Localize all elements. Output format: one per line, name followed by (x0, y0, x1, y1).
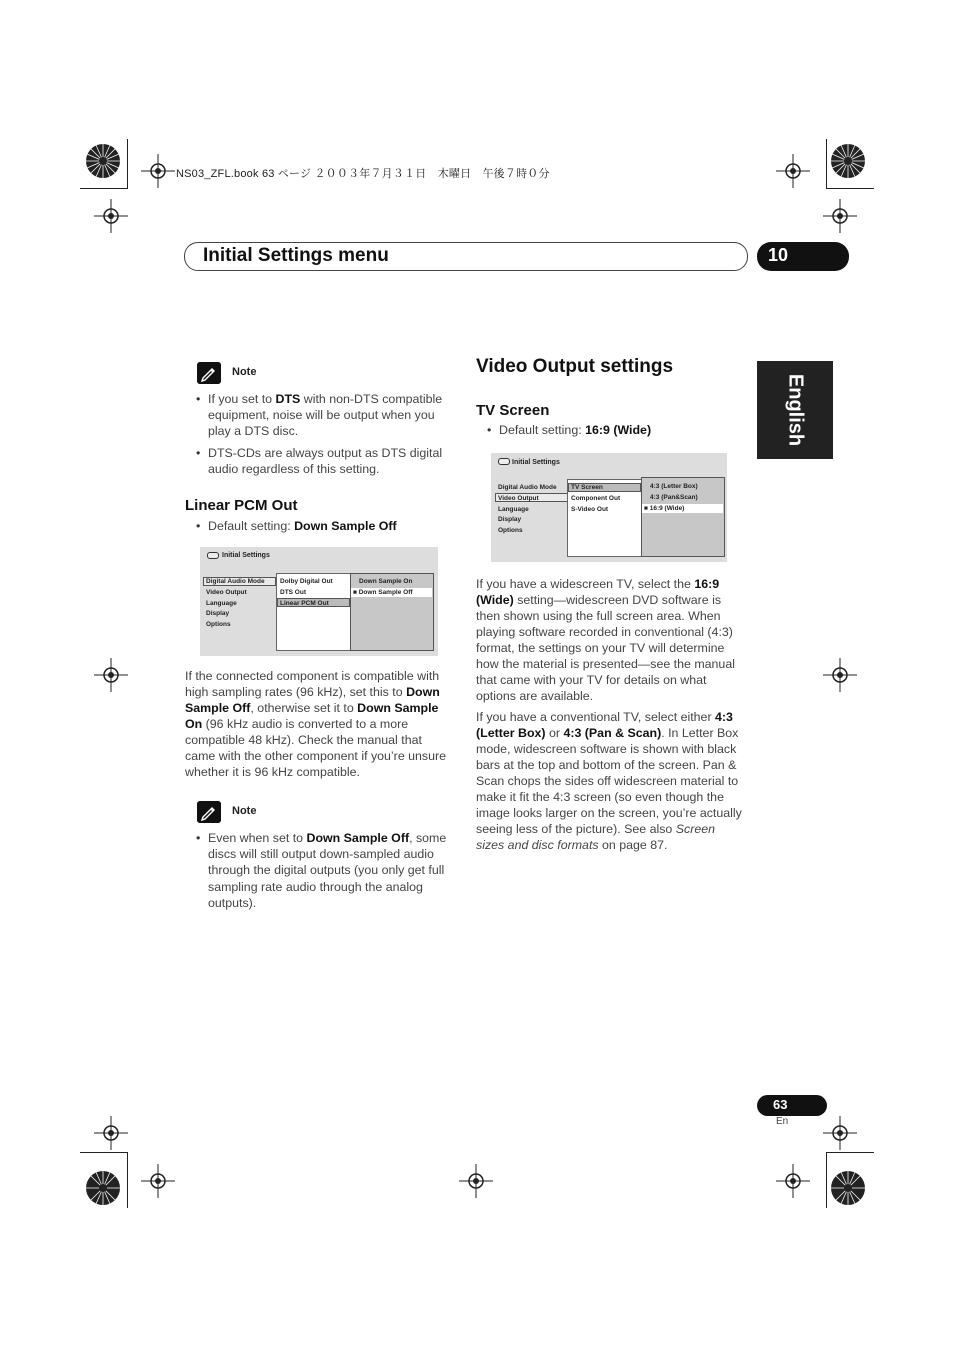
osd-option-item: Down Sample On (359, 578, 413, 585)
registration-mark-icon (141, 1164, 175, 1198)
registration-mark-icon (823, 199, 857, 233)
osd-menu-item: Video Output (206, 589, 247, 596)
osd-menu-item: Display (498, 516, 522, 523)
note-label: Note (232, 366, 257, 378)
osd-submenu-item: TV Screen (571, 484, 603, 491)
registration-mark-icon (823, 658, 857, 692)
list-item: • If you set to DTS with non-DTS compatible equipment, noise will be output when you play a DTS disc. (186, 391, 454, 440)
linear-pcm-description: If the connected component is compatible with high sampling rates (96 kHz), set this to Down Sample Off, otherwise set it to Down Sample On (96 kHz audio is converted to a more compatible 48 kHz). Check the manual that came with the other component if you’re unsure whether it is 96 kHz compatible. (185, 669, 447, 779)
list-item: • DTS-CDs are always output as DTS digital audio regardless of this setting. (186, 445, 454, 477)
osd-screen-linear-pcm (200, 547, 438, 656)
chapter-number: 10 (768, 245, 789, 265)
registration-mark-icon (141, 154, 175, 188)
page-language-code: En (776, 1116, 789, 1127)
registration-mark-icon (823, 1116, 857, 1150)
osd-title: Initial Settings (512, 459, 560, 466)
linear-pcm-heading: Linear PCM Out (185, 497, 298, 514)
conventional-tv-description: If you have a conventional TV, select either 4:3 (Letter Box) or 4:3 (Pan & Scan). In Letter Box mode, widescreen software is shown with black bars at the top and bottom of the screen. Pan & Scan chops the sides off widescreen material to make it fit the 4:3 screen (so even though the image looks larger on the screen, you’re actually seeing less of the picture). See also Screen sizes and disc formats on page 87. (476, 710, 742, 852)
registration-mark-icon (94, 199, 128, 233)
chapter-badge (757, 242, 849, 271)
osd-options (353, 577, 432, 601)
list-item: • Even when set to Down Sample Off, some discs will still output down-sampled audio through the digital outputs (you only get full sampling rate audio through the analog outputs). (186, 830, 454, 911)
tv-screen-heading: TV Screen (476, 402, 550, 419)
osd-submenu-item: DTS Out (280, 589, 306, 596)
file-header: NS03_ZFL.book 63 ページ ２００３年７月３１日 木曜日 午後７時０分 (176, 168, 550, 180)
note-pencil-icon (197, 362, 221, 384)
list-item: • Default setting: Down Sample Off (186, 518, 454, 534)
section-title: Initial Settings menu (203, 245, 389, 266)
hand-icon (207, 552, 219, 559)
note-pencil-icon (197, 801, 221, 823)
osd-title: Initial Settings (222, 552, 270, 559)
note-list (186, 830, 454, 916)
osd-submenu-item: Dolby Digital Out (280, 578, 333, 585)
osd-submenu-item: Component Out (571, 495, 621, 502)
registration-mark-icon (94, 1116, 128, 1150)
osd-menu-item: Language (206, 600, 237, 607)
osd-menu-item: Language (498, 506, 529, 513)
osd-option-item: 4:3 (Letter Box) (650, 483, 698, 490)
osd-menu-item: Video Output (498, 495, 539, 502)
osd-menu-item: Digital Audio Mode (498, 484, 557, 491)
note-list (186, 391, 454, 482)
note-header (197, 801, 297, 825)
registration-mark-icon (776, 154, 810, 188)
osd-submenu (278, 577, 350, 617)
starburst-mark-icon (85, 143, 121, 179)
default-setting (477, 422, 745, 443)
osd-screen-tv-screen (491, 453, 727, 562)
osd-menu-item: Options (498, 527, 523, 534)
starburst-mark-icon (830, 143, 866, 179)
note-header (197, 362, 297, 386)
osd-menu-item: Options (206, 621, 231, 628)
hand-icon (498, 458, 510, 465)
section-title-bar (184, 242, 748, 271)
registration-mark-icon (459, 1164, 493, 1198)
starburst-mark-icon (85, 1170, 121, 1206)
osd-menu-item: Digital Audio Mode (206, 578, 265, 585)
registration-mark-icon (94, 658, 128, 692)
osd-menu (204, 577, 276, 637)
page-number-badge (757, 1095, 827, 1116)
osd-menu (496, 483, 568, 543)
video-output-heading: Video Output settings (476, 356, 674, 377)
page-number: 63 (773, 1097, 788, 1112)
list-item: • Default setting: 16:9 (Wide) (477, 422, 745, 438)
osd-submenu-item: Linear PCM Out (280, 600, 329, 607)
osd-submenu-item: S-Video Out (571, 506, 609, 513)
osd-option-item: 4:3 (Pan&Scan) (650, 494, 698, 501)
osd-option-item: ■ Down Sample Off (353, 589, 413, 596)
osd-options (644, 482, 723, 516)
starburst-mark-icon (830, 1170, 866, 1206)
default-setting (186, 518, 454, 539)
language-tab (757, 361, 833, 459)
registration-mark-icon (776, 1164, 810, 1198)
osd-menu-item: Display (206, 610, 230, 617)
note-label: Note (232, 805, 257, 817)
osd-option-item: ■ 16:9 (Wide) (644, 505, 685, 512)
language-label: English (784, 373, 807, 447)
widescreen-description: If you have a widescreen TV, select the 16:9 (Wide) setting—widescreen DVD software is then shown using the full screen area. When playing software recorded in conventional (4:3) format, the settings on your TV will determine how the material is presented—see the manual that came with your TV for details on what options are available. (476, 577, 735, 703)
osd-submenu (569, 483, 641, 523)
